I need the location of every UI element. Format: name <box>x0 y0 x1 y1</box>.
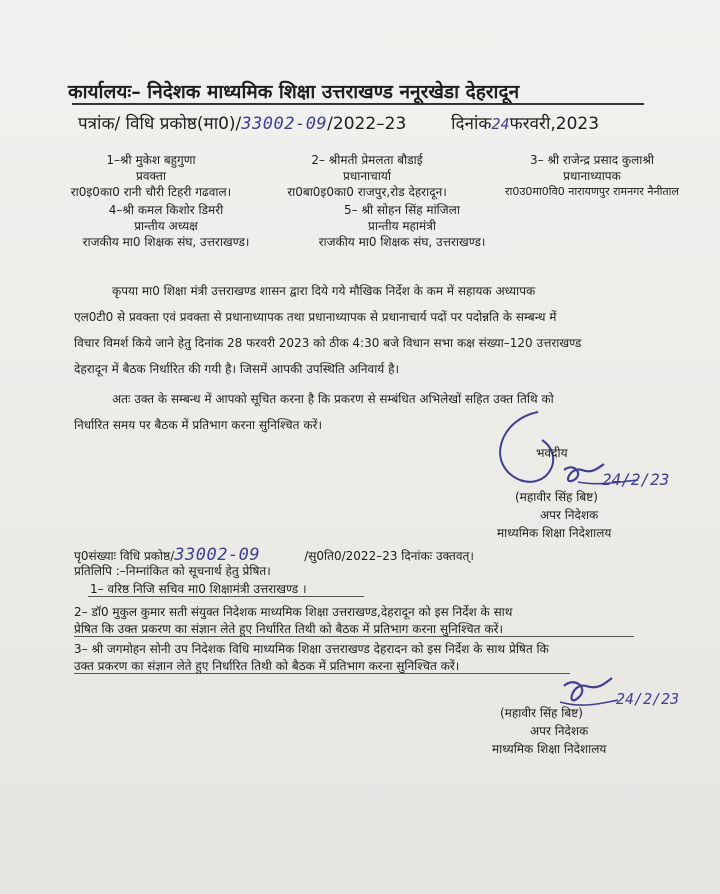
recipient-1-address: रा0इ0का0 रानी चौरी टिहरी गढवाल। <box>70 185 232 199</box>
recipient-3-post: प्रधानाध्यापक <box>563 169 621 183</box>
para1-line1: कृपया मा0 शिक्षा मंत्री उत्तराखण्ड शासन द्वारा दिये गये मौखिक निर्देश के कम में सहायक अध्यापक <box>112 284 536 298</box>
copy-item-2-line1: 2– डॉ0 मुकुल कुमार सती संयुक्त निदेशक माध्यमिक शिक्षा उत्तराखण्ड,देहरादून को इस निर्देश के साथ <box>74 605 513 619</box>
copy-item-1: 1– वरिष्ठ निजि सचिव मा0 शिक्षामंत्री उत्तराखण्ड । <box>90 582 307 596</box>
recipient-3-address: रा0उ0मा0वि0 नारायणपुर रामनगर नैनीताल <box>505 185 679 198</box>
para1-line4: देहरादून में बैठक निर्धारित की गयी है। जिसमें आपकी उपस्थिति अनिवार्य है। <box>74 362 399 376</box>
recipient-3 <box>472 152 712 200</box>
recipient-4-name: 4–श्री कमल किशोर डिमरी <box>108 203 224 217</box>
recipient-5-address: राजकीय मा0 शिक्षक संघ, उत्तराखण्ड। <box>318 235 486 249</box>
date-rest: फरवरी,2023 <box>509 114 600 134</box>
date-day-handwritten: 24 <box>491 115 510 133</box>
para1-line2: एल0टी0 से प्रवक्ता एवं प्रवक्ता से प्रधानाध्यापक तथा प्रधानाध्यापक से प्रधानाचार्य पदों पर पदोन्नति के सम्बन्ध में <box>74 310 557 324</box>
reference-line <box>78 111 599 134</box>
copy-ref-suffix: /सु0ति0/2022–23 दिनांकः उक्तवत्। <box>304 549 474 563</box>
recipient-1 <box>46 152 256 200</box>
signatory-office-2: माध्यमिक शिक्षा निदेशालय <box>492 742 607 756</box>
signatory-designation-2: अपर निदेशक <box>530 724 589 738</box>
recipient-1-post: प्रवक्ता <box>136 169 166 183</box>
office-heading: कार्यालयः– निदेशक माध्यमिक शिक्षा उत्तराखण्ड ननूरखेडा देहरादून <box>68 81 520 103</box>
recipient-3-name: 3– श्री राजेन्द्र प्रसाद कुलाश्री <box>530 153 654 167</box>
ref-number-handwritten: 33002-09 <box>241 114 328 134</box>
copy-ref-prefix: पृ0संख्याः विधि प्रकोष्ठ/ <box>74 549 175 563</box>
recipient-2-address: रा0बा0इ0का0 राजपुर,रोड देहरादून। <box>287 185 447 199</box>
closing-bhavdiya: भवदीय <box>536 446 568 460</box>
signatory-designation-1: अपर निदेशक <box>540 508 599 522</box>
recipient-4-post: प्रान्तीय अध्यक्ष <box>134 219 198 233</box>
ref-prefix: पत्रांक/ विधि प्रकोष्ठ(मा0)/ <box>78 114 242 134</box>
recipient-5 <box>292 202 512 250</box>
copy-item-2-line2: प्रेषित कि उक्त प्रकरण का संज्ञान लेते हुए निर्धारित तिथी को बैठक में प्रतिभाग करना सुनिश्चित करें। <box>74 622 503 636</box>
ref-suffix: /2022–23 <box>327 114 407 134</box>
signature-date-2: 24/2/23 <box>616 690 680 708</box>
para1-line3: विचार विमर्श किये जाने हेतु दिनांक 28 फरवरी 2023 को ठीक 4:30 बजे विधान सभा कक्ष संख्या–120 उत्तराखण्ड <box>74 336 582 350</box>
recipient-4 <box>56 202 276 250</box>
recipient-4-address: राजकीय मा0 शिक्षक संघ, उत्तराखण्ड। <box>82 235 250 249</box>
recipient-5-post: प्रान्तीय महामंत्री <box>368 219 436 233</box>
recipient-1-name: 1–श्री मुकेश बहुगुणा <box>106 153 196 167</box>
recipient-2-post: प्रधानाचार्या <box>343 169 391 183</box>
copy-heading: प्रतिलिपि :–निम्नांकित को सूचनार्थ हेतु प्रेषित। <box>74 564 271 578</box>
recipient-5-name: 5– श्री सोहन सिंह मांजिला <box>344 203 460 217</box>
copy-item-1-underline <box>88 596 364 597</box>
date-label: दिनांक <box>451 114 492 134</box>
copy-item-2-underline <box>74 636 634 637</box>
copy-item-3-underline <box>74 673 570 674</box>
para2-line1: अतः उक्त के सम्बन्ध में आपको सूचित करना है कि प्रकरण से सम्बंधित अभिलेखों सहित उक्त तिथि को <box>112 392 554 406</box>
copy-item-3-line1: 3– श्री जगमोहन सोनी उप निदेशक विधि माध्यमिक शिक्षा उत्तराखण्ड देहरादन को इस निर्देश के साथ प्रेषित कि <box>74 642 549 656</box>
signature-date-1: 24/2/23 <box>602 470 670 489</box>
signatory-name-1: (महावीर सिंह बिष्ट) <box>515 490 598 504</box>
copy-item-3-line2: उक्त प्रकरण का संज्ञान लेते हुए निर्धारित तिथी को बैठक में प्रतिभाग करना सुनिश्चित करें। <box>74 659 460 673</box>
heading-underline <box>72 103 644 105</box>
signatory-office-1: माध्यमिक शिक्षा निदेशालय <box>497 526 612 540</box>
copy-ref-number-handwritten: 33002-09 <box>174 545 261 565</box>
para2-line2: निर्धारित समय पर बैठक में प्रतिभाग करना सुनिश्चित करें। <box>74 418 323 432</box>
signatory-name-2: (महावीर सिंह बिष्ट) <box>500 706 583 720</box>
recipient-2-name: 2– श्रीमती प्रेमलता बौडाई <box>311 153 423 167</box>
recipient-2 <box>262 152 472 200</box>
